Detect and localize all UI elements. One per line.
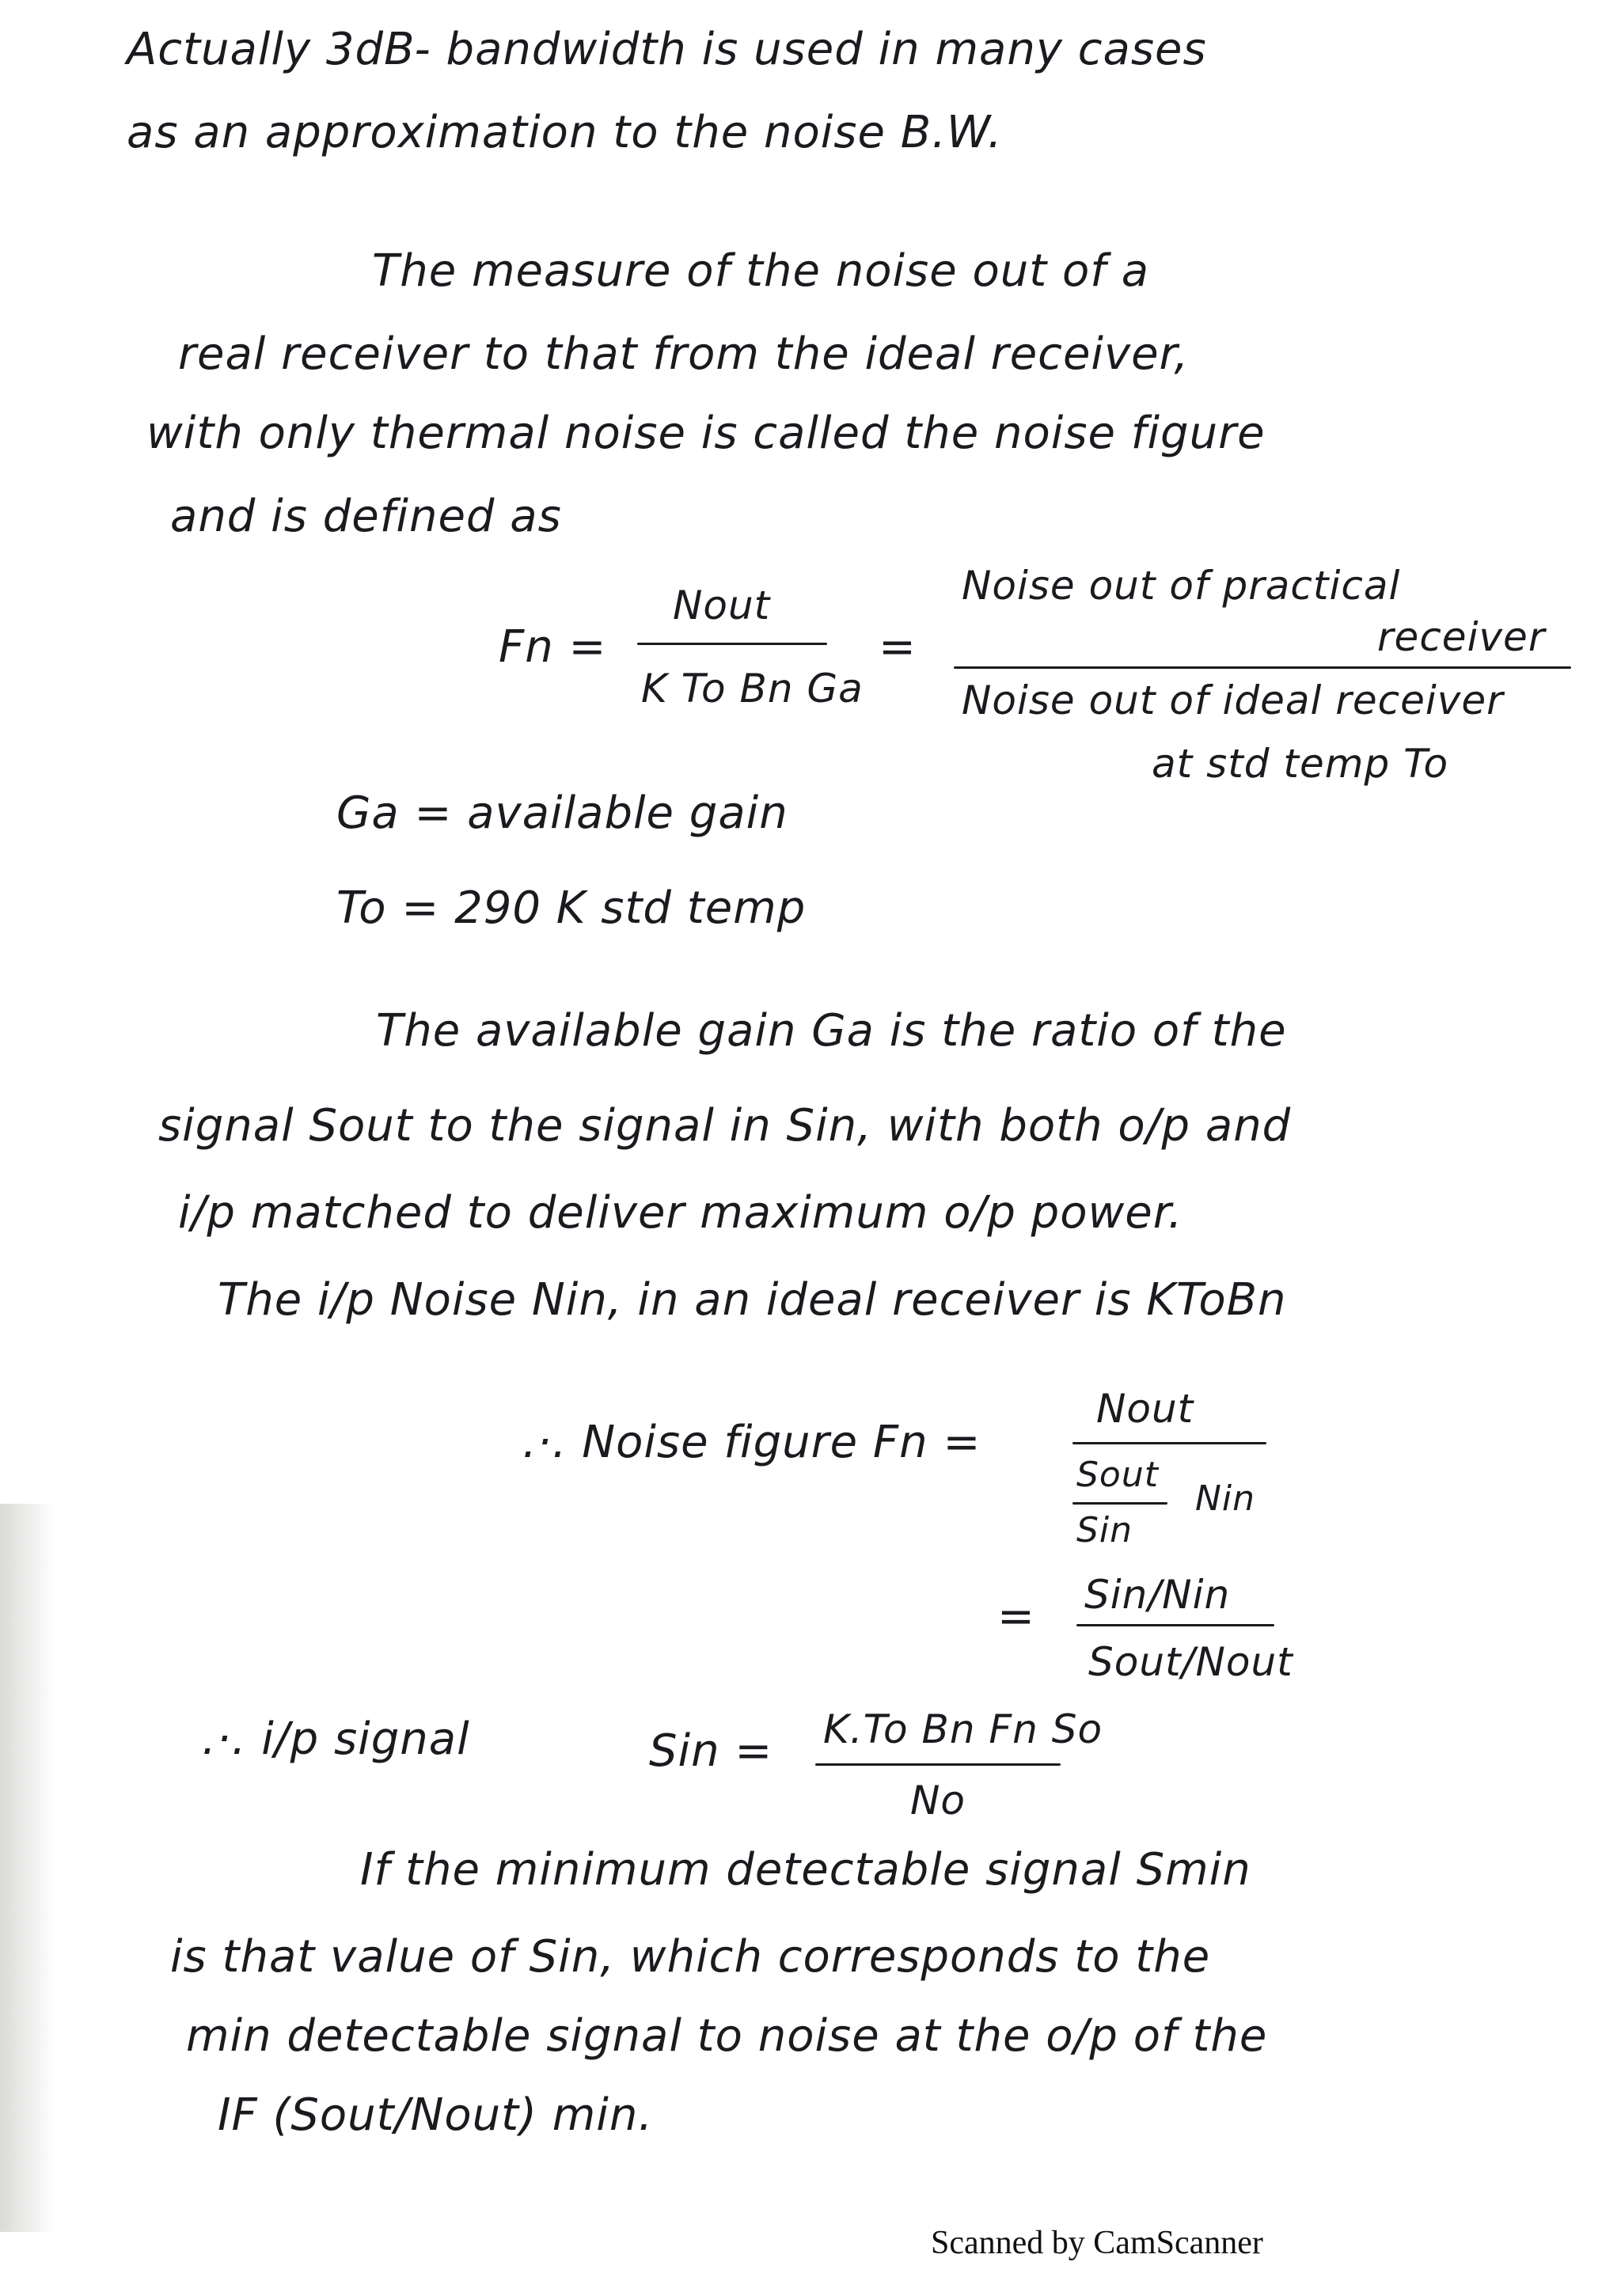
eq1-rhs-numerator-line2: receiver xyxy=(1377,614,1546,660)
eq3-fraction-bar xyxy=(815,1763,1061,1766)
paragraph3-line4: The i/p Noise Nin, in an ideal receiver is KToBn xyxy=(218,1274,1287,1326)
definition-to: To = 290 K std temp xyxy=(336,882,807,934)
paragraph4-line4: IF (Sout/Nout) min. xyxy=(218,2089,654,2141)
eq2-equals2: = xyxy=(997,1591,1035,1642)
paragraph1-line2: as an approximation to the noise B.W. xyxy=(127,107,1003,158)
paragraph3-line1: The available gain Ga is the ratio of the xyxy=(376,1005,1287,1057)
page-edge-shadow xyxy=(0,1504,55,2232)
eq2-label: .·. Noise figure Fn = xyxy=(522,1417,981,1468)
paragraph2-line1: The measure of the noise out of a xyxy=(372,245,1150,297)
eq3-denominator: No xyxy=(910,1778,966,1824)
eq2-fraction-bar xyxy=(1072,1442,1266,1444)
eq2-nin: Nin xyxy=(1195,1478,1256,1519)
eq1-denominator: K To Bn Ga xyxy=(641,666,864,712)
eq2-inner-numerator: Sout xyxy=(1076,1455,1159,1495)
paragraph3-line2: signal Sout to the signal in Sin, with both o/p and xyxy=(158,1100,1292,1152)
paragraph4-line1: If the minimum detectable signal Smin xyxy=(360,1844,1251,1896)
paragraph2-line2: real receiver to that from the ideal receiver, xyxy=(178,328,1190,380)
eq2-inner-denominator: Sin xyxy=(1076,1510,1133,1550)
eq2-inner-fraction-bar xyxy=(1072,1502,1167,1505)
eq1-rhs-denominator-line1: Noise out of ideal receiver xyxy=(962,677,1504,723)
eq1-rhs-fraction-bar xyxy=(954,666,1571,669)
eq1-lhs: Fn = xyxy=(499,621,607,673)
eq2-alt-numerator: Sin/Nin xyxy=(1084,1572,1231,1618)
eq1-rhs-numerator-line1: Noise out of practical xyxy=(962,563,1401,609)
eq3-numerator: K.To Bn Fn So xyxy=(823,1706,1103,1752)
eq2-numerator: Nout xyxy=(1096,1386,1194,1432)
definition-ga: Ga = available gain xyxy=(336,787,788,839)
paragraph1-line1: Actually 3dB- bandwidth is used in many cases xyxy=(127,24,1207,75)
eq3-lhs: Sin = xyxy=(649,1725,773,1777)
camscanner-watermark: Scanned by CamScanner xyxy=(931,2225,1263,2261)
paragraph4-line2: is that value of Sin, which corresponds to the xyxy=(170,1931,1211,1983)
paragraph2-line3: with only thermal noise is called the noise figure xyxy=(146,408,1266,459)
eq1-equals: = xyxy=(879,621,917,673)
eq2-alt-fraction-bar xyxy=(1076,1624,1274,1626)
eq2-alt-denominator: Sout/Nout xyxy=(1088,1639,1293,1685)
paragraph3-line3: i/p matched to deliver maximum o/p power. xyxy=(178,1187,1183,1239)
eq3-label: .·. i/p signal xyxy=(202,1713,470,1765)
paragraph4-line3: min detectable signal to noise at the o/p of the xyxy=(186,2010,1268,2062)
paragraph2-line4: and is defined as xyxy=(170,491,562,542)
eq1-fraction-bar xyxy=(637,643,827,645)
eq1-numerator: Nout xyxy=(673,583,771,628)
eq1-rhs-denominator-line2: at std temp To xyxy=(1152,741,1449,787)
